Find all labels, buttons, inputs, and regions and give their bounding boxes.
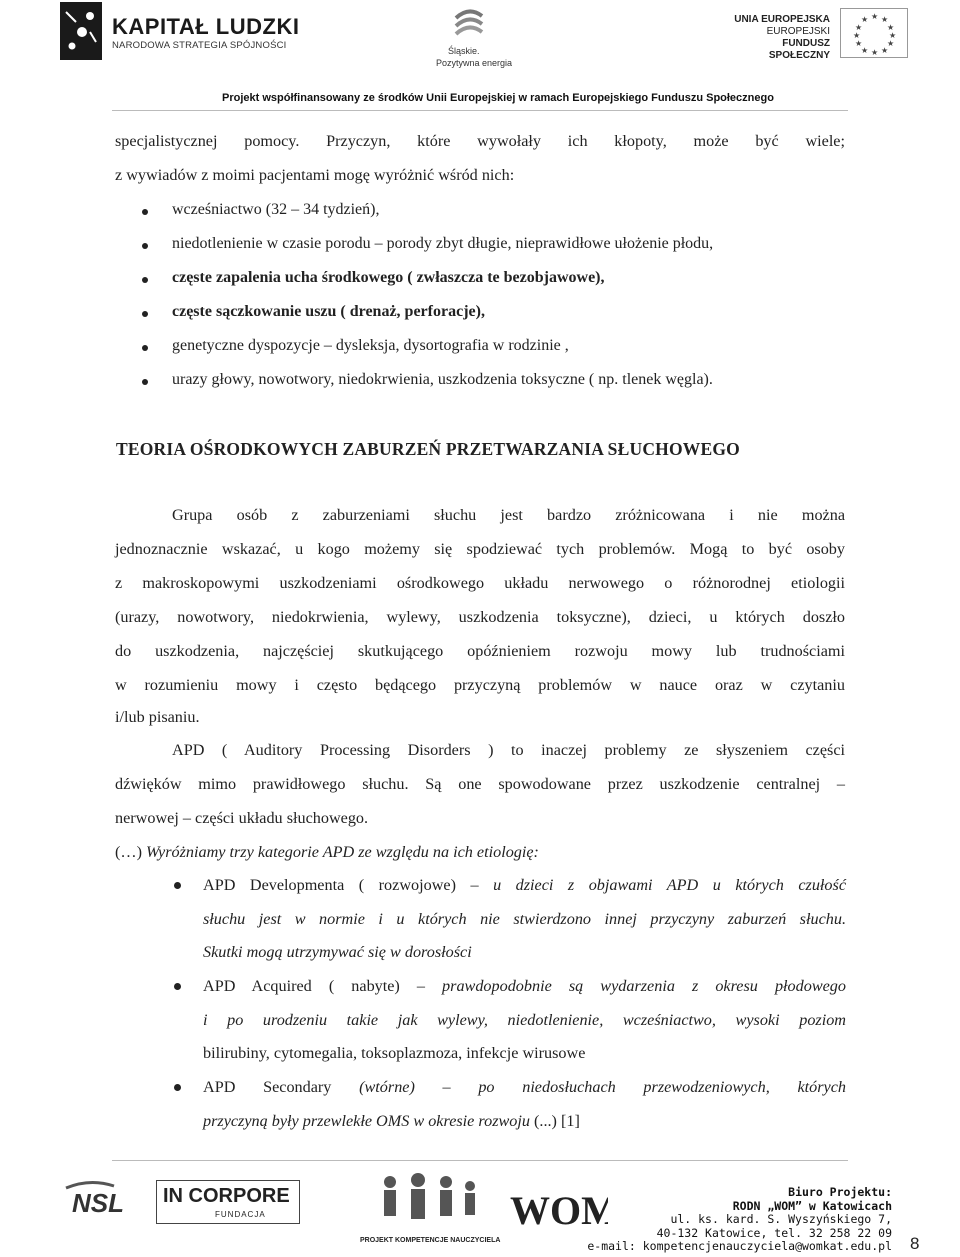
wom-text: WOM xyxy=(510,1188,608,1233)
bullet-icon xyxy=(174,1084,181,1091)
in-corpore-name: IN CORPORE xyxy=(163,1185,290,1207)
footer-divider xyxy=(112,1160,848,1161)
in-corpore-sub: FUNDACJA xyxy=(215,1210,266,1219)
svg-text:★: ★ xyxy=(881,15,889,24)
bullet-icon xyxy=(174,983,181,990)
project-office-info xyxy=(587,1186,892,1254)
category-name: APD Developmenta ( rozwojowe) – xyxy=(203,876,494,894)
slaskie-tagline: Pozytywna energia xyxy=(436,58,513,68)
para1-line: z makroskopowymi uszkodzeniami ośrodkowego układu nerwowego o różnorodnej etiologii xyxy=(115,574,845,592)
biuro-address-1: ul. ks. kard. S. Wyszyńskiego 7, xyxy=(670,1212,892,1226)
category-line: i po urodzeniu takie jak wylewy, niedotlenienie, wcześniactwo, wysoki poziom xyxy=(203,1011,846,1029)
bullet-icon xyxy=(142,277,148,283)
cause-item: niedotlenienie w czasie porodu – porody zbyt długie, nieprawidłowe ułożenie płodu, xyxy=(172,235,714,252)
cause-item: genetyczne dyspozycje – dysleksja, dysortografia w rodzinie , xyxy=(172,337,569,354)
para2-line: APD ( Auditory Processing Disorders ) to inaczej problemy ze słyszeniem części xyxy=(172,741,845,759)
eu-line-2: EUROPEJSKI xyxy=(766,26,830,37)
cause-item: częste sączkowanie uszu ( drenaż, perforacje), xyxy=(172,303,485,320)
category-desc: (wtórne) – po niedosłuchach przewodzeniowych, których xyxy=(359,1078,846,1096)
page-number: 8 xyxy=(910,1234,920,1253)
kompetencje-label: PROJEKT KOMPETENCJE NAUCZYCIELA xyxy=(360,1237,501,1244)
biuro-rodn: RODN „WOM” w Katowicach xyxy=(732,1198,892,1213)
category-name: APD Secondary xyxy=(203,1078,360,1096)
project-cofinancing-line: Projekt współfinansowany ze środków Unii Europejskiej w ramach Europejskiego Funduszu Społecznego xyxy=(222,92,774,104)
bullet-icon xyxy=(142,243,148,249)
category-line: Skutki mogą utrzymywać się w dorosłości xyxy=(203,943,472,961)
slaskie-logo-icon xyxy=(452,4,486,44)
para2-line: dźwięków mimo prawidłowego słuchu. Są one spowodowane przez uszkodzenie centralnej – xyxy=(115,775,845,793)
eu-line-1: UNIA EUROPEJSKA xyxy=(734,14,830,25)
eu-text-block xyxy=(730,14,830,62)
in-corpore-logo xyxy=(156,1180,300,1224)
nsl-text: NSL xyxy=(72,1188,124,1218)
cause-item: urazy głowy, nowotwory, niedokrwienia, uszkodzenia toksyczne ( np. tlenek węgla). xyxy=(172,371,713,388)
svg-text:★: ★ xyxy=(855,23,863,32)
para1-line: w rozumieniu mowy i często będącego przyczyną problemów w nauce oraz w czytaniu xyxy=(115,676,845,694)
para1-line: (urazy, nowotwory, niedokrwienia, wylewy, uszkodzenia toksyczne), dzieci, u których doszło xyxy=(115,608,845,626)
intro-line-1: specjalistycznej pomocy. Przyczyn, które wywołały ich kłopoty, może być wiele; xyxy=(115,132,845,150)
kompetencje-logo-icon xyxy=(360,1168,496,1234)
svg-text:★: ★ xyxy=(871,48,879,57)
para1-line: Grupa osób z zaburzeniami słuchu jest bardzo zróżnicowana i nie można xyxy=(172,506,845,524)
bullet-icon xyxy=(142,379,148,385)
para1-line: jednoznacznie wskazać, u kogo możemy się spodziewać tych problemów. Mogą to być osoby xyxy=(115,540,845,558)
header-divider xyxy=(112,110,848,111)
svg-text:★: ★ xyxy=(887,39,895,48)
kapital-ludzki-subtitle: NARODOWA STRATEGIA SPÓJNOŚCI xyxy=(112,40,287,51)
bullet-icon xyxy=(142,345,148,351)
svg-text:★: ★ xyxy=(889,31,897,40)
category-desc: u dzieci z objawami APD u których czułość xyxy=(493,876,847,894)
svg-text:★: ★ xyxy=(881,46,889,55)
svg-text:★: ★ xyxy=(853,31,861,40)
nsl-logo-icon xyxy=(60,1176,144,1224)
bullet-icon xyxy=(142,209,148,215)
biuro-email: e-mail: kompetencjenauczyciela@womkat.edu.pl xyxy=(587,1239,892,1253)
para1-line: i/lub pisaniu. xyxy=(115,708,200,726)
category-line xyxy=(203,875,846,895)
intro-line-2: z wywiadów z moimi pacjentami mogę wyróżnić wśród nich: xyxy=(115,166,515,184)
categories-intro-text: Wyróżniamy trzy kategorie APD ze względu na ich etiologię: xyxy=(146,843,539,861)
category-desc: przyczyną były przewlekłe OMS w okresie rozwoju xyxy=(203,1112,535,1130)
category-desc: prawdopodobnie są wydarzenia z okresu płodowego xyxy=(442,977,846,995)
category-line: słuchu jest w normie i u których nie stwierdzono innej przyczyny zaburzeń słuchu. xyxy=(203,910,846,928)
categories-intro-prefix: (…) xyxy=(115,843,147,861)
kapital-ludzki-title: KAPITAŁ LUDZKI xyxy=(112,14,300,39)
svg-text:★: ★ xyxy=(887,23,895,32)
eu-line-3: FUNDUSZ SPOŁECZNY xyxy=(768,38,830,61)
category-ref: (...) [1] xyxy=(534,1112,580,1130)
svg-text:★: ★ xyxy=(861,46,869,55)
slaskie-name: Śląskie. xyxy=(448,46,480,56)
cause-item: wcześniactwo (32 – 34 tydzień), xyxy=(172,201,380,218)
category-line xyxy=(203,976,846,996)
svg-text:★: ★ xyxy=(871,12,879,21)
svg-text:★: ★ xyxy=(861,15,869,24)
section-heading: TEORIA OŚRODKOWYCH ZABURZEŃ PRZETWARZANIA SŁUCHOWEGO xyxy=(116,439,740,459)
category-line xyxy=(203,1077,846,1097)
eu-flag-icon xyxy=(840,8,908,58)
biuro-title: Biuro Projektu: xyxy=(788,1185,892,1199)
category-line: bilirubiny, cytomegalia, toksoplazmoza, infekcje wirusowe xyxy=(203,1044,586,1062)
para1-line: do uszkodzenia, najczęściej skutkującego opóźnieniem rozwoju mowy lub trudnościami xyxy=(115,642,845,660)
categories-intro xyxy=(115,842,845,862)
bullet-icon xyxy=(174,882,181,889)
category-line xyxy=(203,1111,846,1131)
biuro-address-2: 40-132 Katowice, tel. 32 258 22 09 xyxy=(656,1225,892,1240)
cause-item: częste zapalenia ucha środkowego ( zwłaszcza te bezobjawowe), xyxy=(172,269,605,286)
bullet-icon xyxy=(142,311,148,317)
svg-text:★: ★ xyxy=(855,39,863,48)
category-name: APD Acquired ( nabyte) – xyxy=(203,977,443,995)
kapital-ludzki-logo-icon xyxy=(60,2,102,60)
para2-line: nerwowej – części układu słuchowego. xyxy=(115,809,369,827)
